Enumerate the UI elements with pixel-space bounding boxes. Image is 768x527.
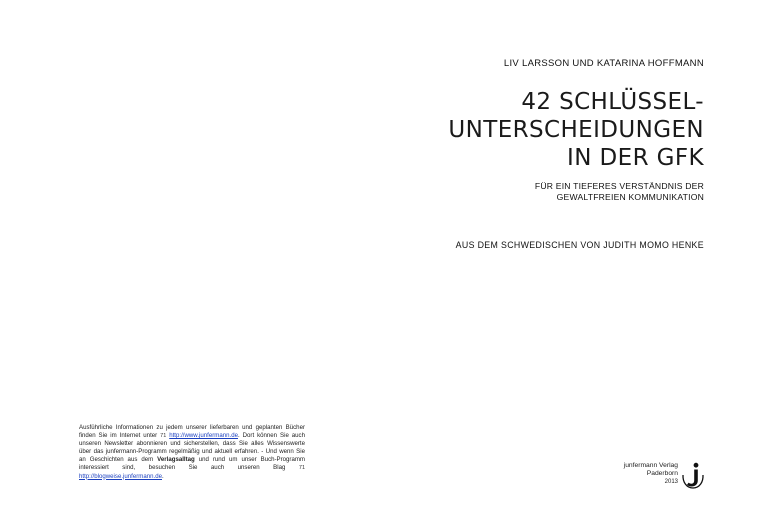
notice-text: . Dort können Sie auch unseren Newsletter abonnieren und sicherstellen, dass Sie alles Wissenswerte über das junfermann-Programm regelmäßig und aktuell erfahren. - Und wenn Sie an Geschichten aus dem (79, 432, 305, 464)
website-link[interactable]: http://www.junfermann.de (169, 432, 238, 440)
arrow-icon: 71 (160, 433, 167, 440)
title-line: 42 SCHLÜSSEL- (521, 89, 704, 115)
notice-bold: Verlagsalltag (157, 456, 195, 464)
translator-credit: AUS DEM SCHWEDISCHEN VON JUDITH MOMO HENKE (455, 240, 704, 250)
title-line: IN DER GFK (567, 145, 704, 171)
notice-text: Ausführliche Informationen zu jedem unserer lieferbaren und geplanten Bücher finden Sie im Internet unter (79, 424, 305, 440)
notice-text: . (162, 472, 164, 480)
junfermann-j-logo-icon (680, 462, 706, 490)
blog-link[interactable]: http://blogweise.junfermann.de (79, 472, 162, 480)
subtitle-line: GEWALTFREIEN KOMMUNIKATION (556, 192, 704, 202)
book-title (448, 88, 704, 172)
arrow-icon: 71 (298, 465, 306, 472)
publisher-imprint (624, 462, 678, 486)
publisher-name: junfermann Verlag (623, 462, 678, 469)
title-line: UNTERSCHEIDUNGEN (448, 117, 704, 143)
publisher-notice (79, 424, 305, 481)
book-subtitle (535, 181, 704, 203)
publisher-year: 2013 (664, 479, 678, 485)
authors: LIV LARSSON UND KATARINA HOFFMANN (503, 58, 704, 69)
publisher-city: Paderborn (646, 470, 678, 477)
notice-text: und rund um unser Buch-Programm interessiert sind, besuchen Sie auch unseren Blag (79, 456, 305, 472)
subtitle-line: FÜR EIN TIEFERES VERSTÄNDNIS DER (534, 181, 704, 191)
